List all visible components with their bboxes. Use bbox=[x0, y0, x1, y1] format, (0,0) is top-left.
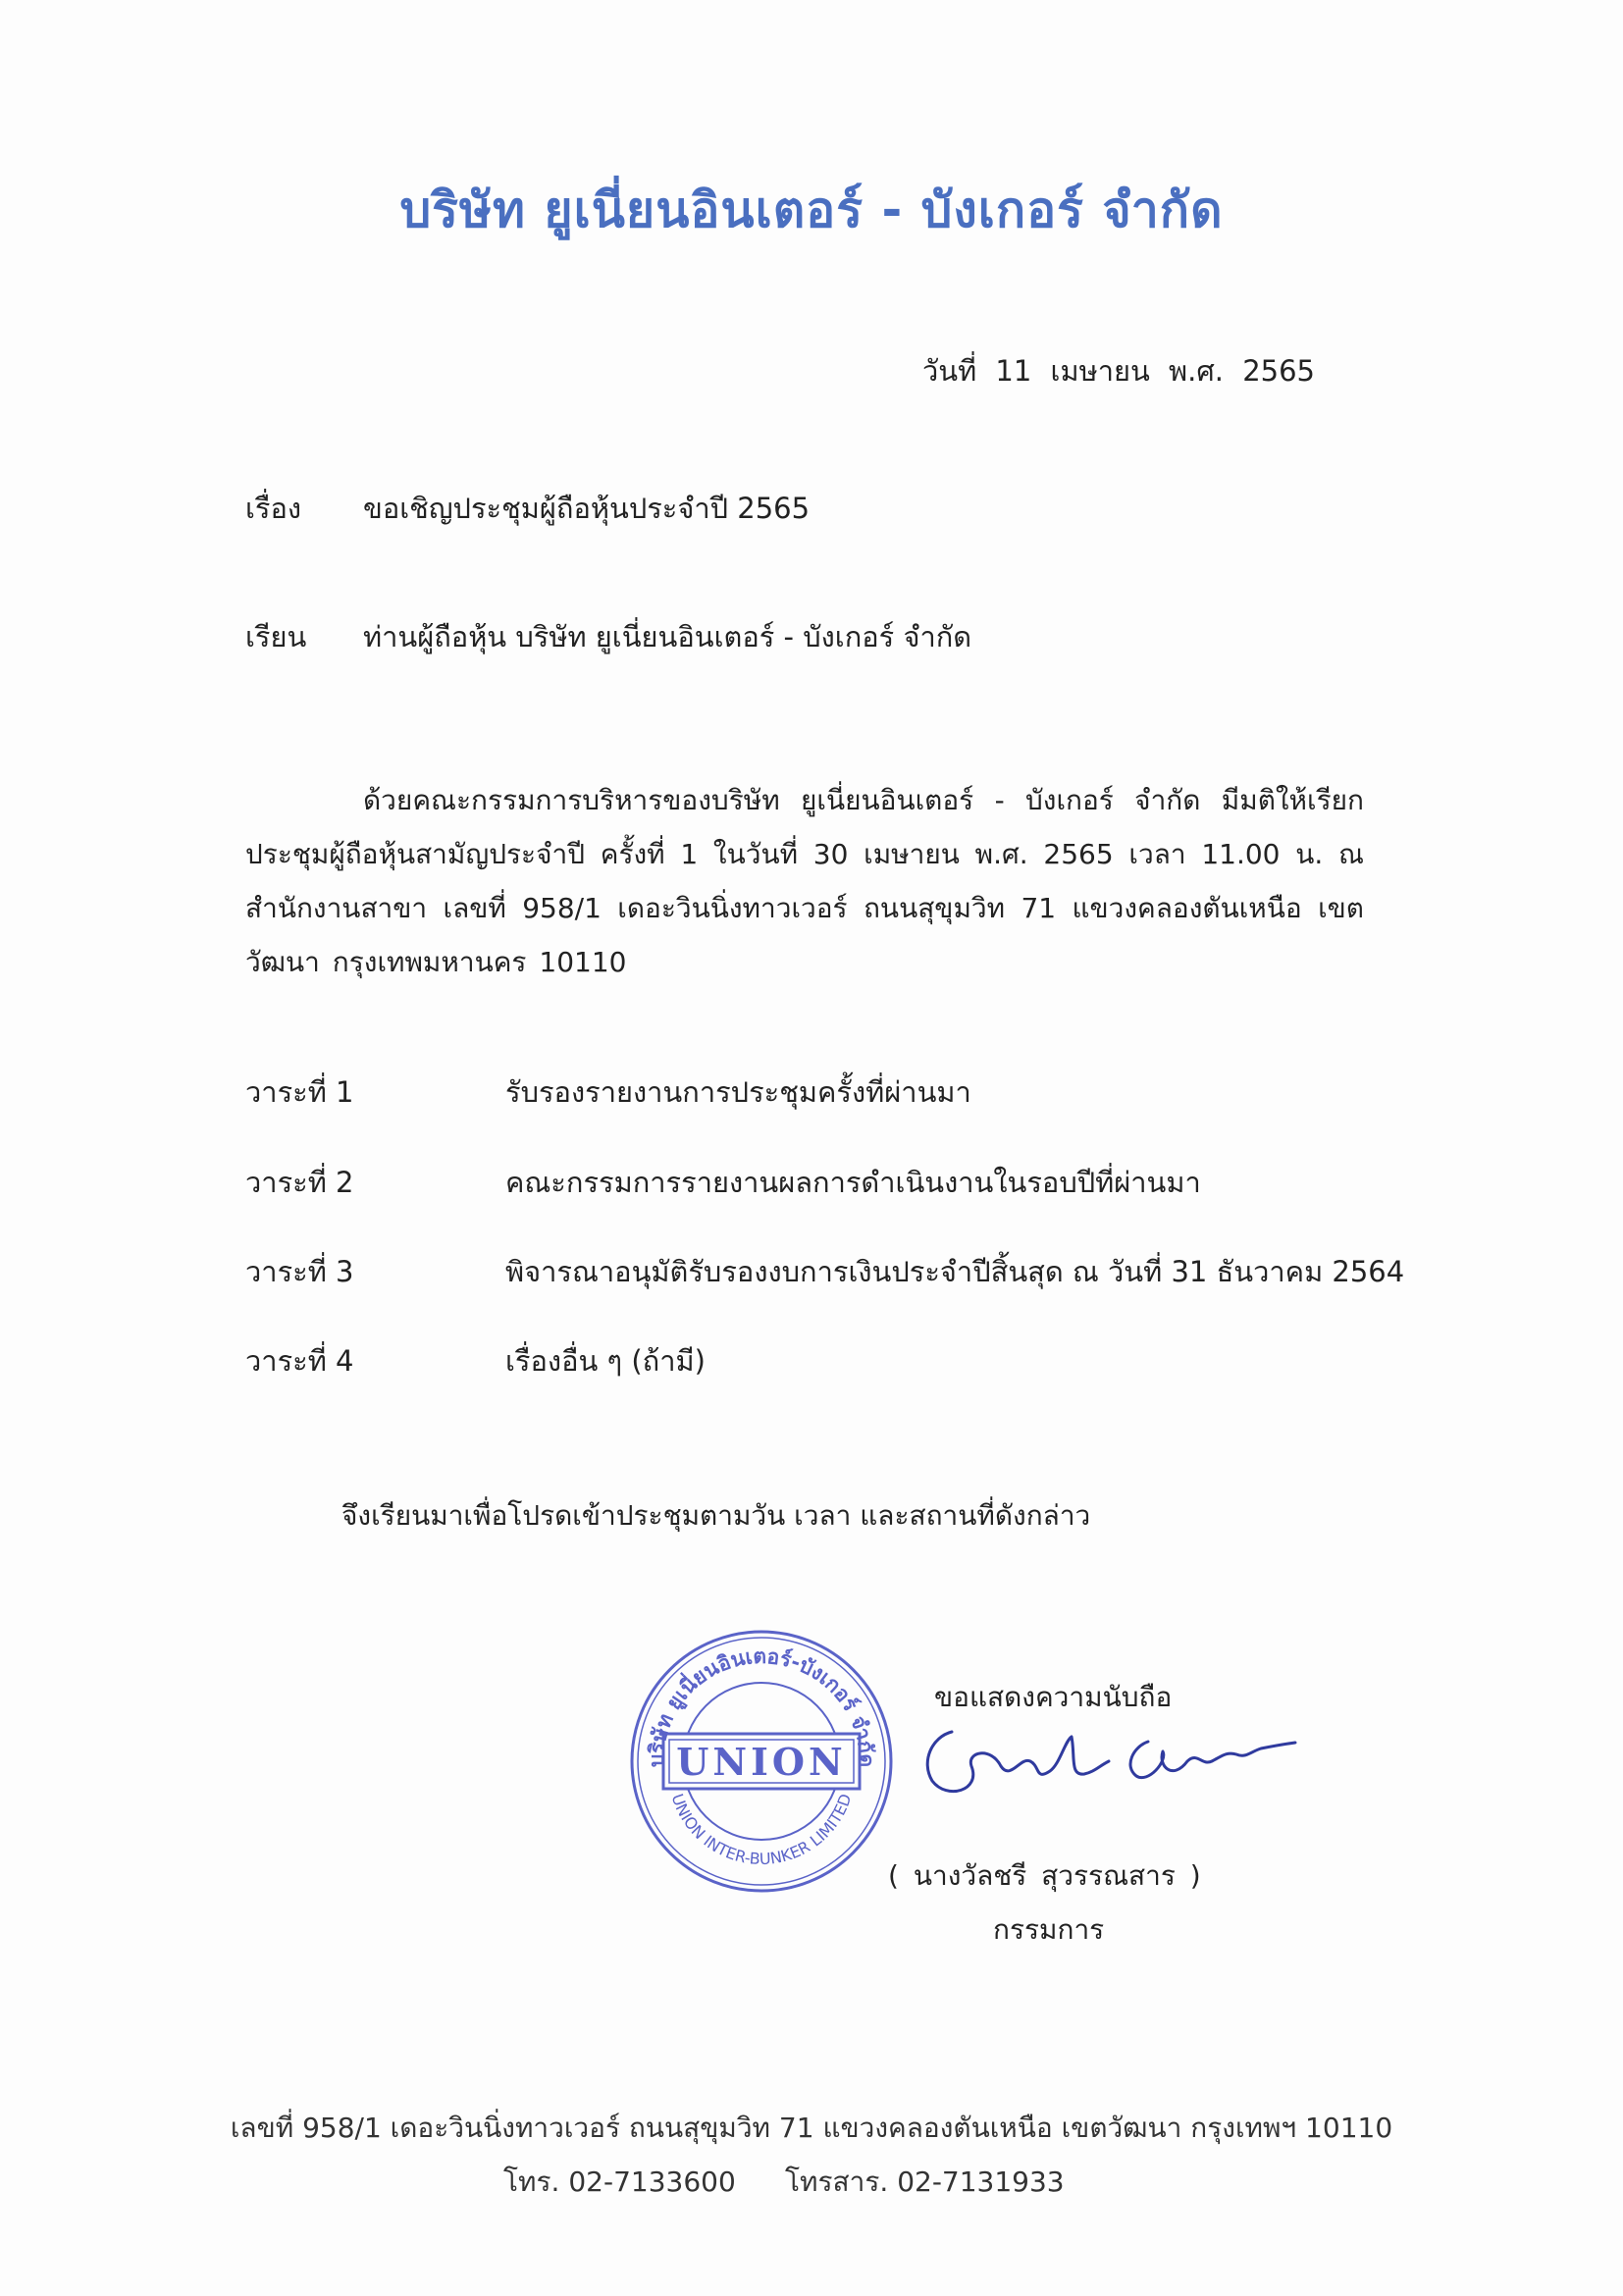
letter-date: วันที่ 11 เมษายน พ.ศ. 2565 bbox=[921, 354, 1315, 388]
agenda-text-1: รับรองรายงานการประชุมครั้งที่ผ่านมา bbox=[505, 1075, 971, 1109]
agenda-label-4: วาระที่ 4 bbox=[245, 1344, 354, 1378]
company-name-heading: บริษัท ยูเนี่ยนอินเตอร์ - บังเกอร์ จำกัด bbox=[399, 182, 1224, 238]
agenda-text-4: เรื่องอื่น ๆ (ถ้ามี) bbox=[505, 1344, 706, 1378]
seal-center-text: UNION bbox=[676, 1740, 847, 1784]
subject-label: เรื่อง bbox=[245, 492, 302, 525]
body-paragraph: ด้วยคณะกรรมการบริหารของบริษัท ยูเนี่ยนอินเตอร์ - บังเกอร์ จำกัด มีมติให้เรียกประชุมผู้ถือหุ้นสามัญประจำปี ครั้งที่ 1 ในวันที่ 30 เมษายน พ.ศ. 2565 เวลา 11.00 น. ณ สำนักงานสาขา เลขที่ 958/1 เดอะวินนิ่งทาวเวอร์ ถนนสุขุมวิท 71 แขวงคลองตันเหนือ เขตวัฒนา กรุงเทพมหานคร 10110 bbox=[245, 784, 1364, 978]
footer-phone: โทร. 02-7133600 bbox=[503, 2166, 736, 2198]
company-seal-icon bbox=[624, 1624, 899, 1899]
subject-value: ขอเชิญประชุมผู้ถือหุ้นประจำปี 2565 bbox=[363, 492, 811, 525]
agenda-label-1: วาระที่ 1 bbox=[245, 1075, 354, 1109]
footer-fax: โทรสาร. 02-7131933 bbox=[785, 2166, 1065, 2198]
recipient-value: ท่านผู้ถือหุ้น บริษัท ยูเนี่ยนอินเตอร์ - บังเกอร์ จำกัด bbox=[363, 620, 972, 653]
agenda-label-3: วาระที่ 3 bbox=[245, 1255, 354, 1288]
regards-text: ขอแสดงความนับถือ bbox=[934, 1681, 1173, 1713]
seal-bottom-text: UNION INTER-BUNKER LIMITED bbox=[667, 1791, 856, 1869]
agenda-text-2: คณะกรรมการรายงานผลการดำเนินงานในรอบปีที่ผ่านมา bbox=[505, 1166, 1201, 1199]
handwritten-signature-icon bbox=[913, 1707, 1305, 1815]
signer-name: ( นางวัลชรี สุวรรณสาร ) bbox=[888, 1859, 1201, 1892]
footer-address: เลขที่ 958/1 เดอะวินนิ่งทาวเวอร์ ถนนสุขุมวิท 71 แขวงคลองตันเหนือ เขตวัฒนา กรุงเทพฯ 10110 bbox=[230, 2112, 1393, 2144]
agenda-text-3: พิจารณาอนุมัติรับรองงบการเงินประจำปีสิ้นสุด ณ วันที่ 31 ธันวาคม 2564 bbox=[505, 1255, 1405, 1288]
seal-top-text: บริษัท ยูเนี่ยนอินเตอร์-บังเกอร์ จำกัด bbox=[644, 1644, 879, 1768]
closing-sentence: จึงเรียนมาเพื่อโปรดเข้าประชุมตามวัน เวลา และสถานที่ดังกล่าว bbox=[341, 1499, 1091, 1532]
recipient-label: เรียน bbox=[245, 620, 307, 653]
signer-position: กรรมการ bbox=[993, 1913, 1105, 1946]
agenda-label-2: วาระที่ 2 bbox=[245, 1166, 354, 1199]
